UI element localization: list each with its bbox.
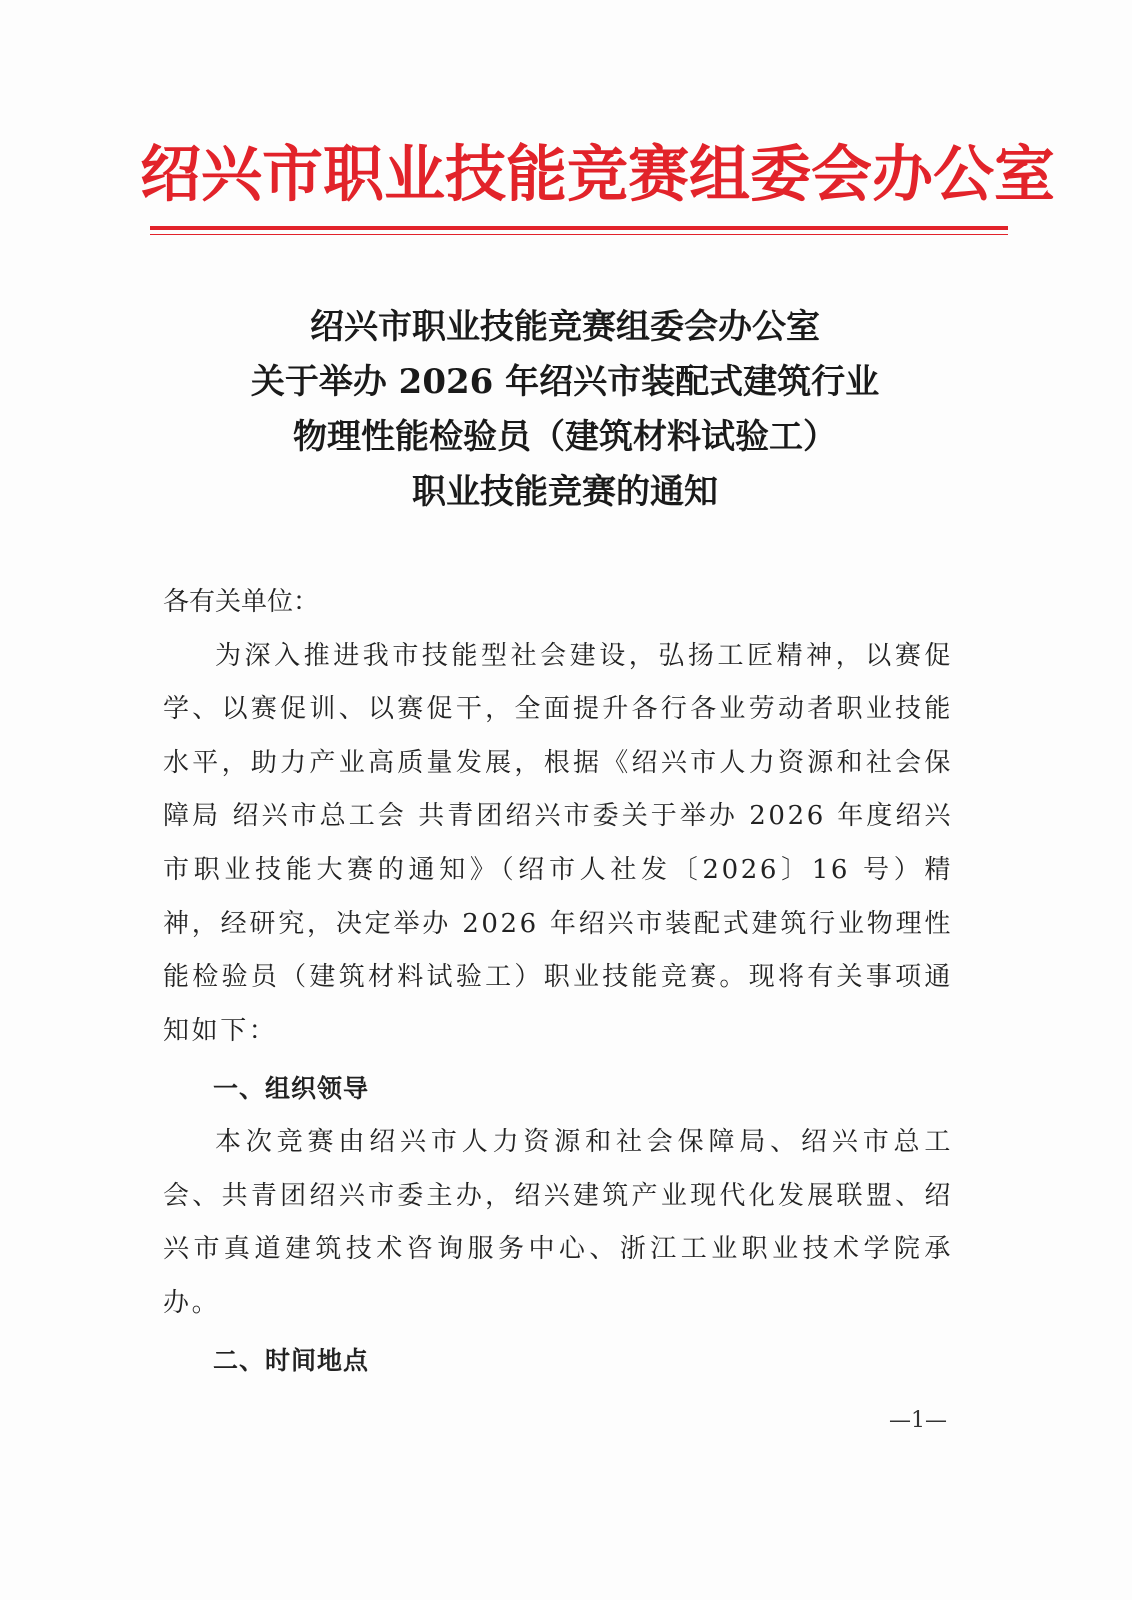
section-heading-organization: 一、组织领导: [213, 1074, 370, 1104]
issuer-masthead: 绍兴市职业技能竞赛组委会办公室: [140, 139, 1056, 210]
masthead-rule-thin: [150, 234, 1008, 235]
document-body: [163, 576, 953, 1388]
masthead-rule-thick: [150, 226, 1008, 230]
intro-paragraph: 为深入推进我市技能型社会建设，弘扬工匠精神，以赛促学、以赛促训、以赛促干，全面提升各行各业劳动者职业技能水平，助力产业高质量发展，根据《绍兴市人力资源和社会保障局 绍兴市总工会 共青团绍兴市委关于举办 2026 年度绍兴市职业技能大赛的通知》（绍市人社发〔2026〕16 号）精神，经研究，决定举办 2026 年绍兴市装配式建筑行业物理性能检验员（建筑材料试验工）职业技能竞赛。现将有关事项通知如下：: [163, 640, 953, 1046]
salutation: 各有关单位：: [163, 587, 320, 617]
title-line-3: 物理性能检验员（建筑材料试验工）: [293, 417, 837, 457]
page-number: —1—: [889, 1408, 947, 1433]
document-title: [150, 300, 980, 520]
section-paragraph-organization: 本次竞赛由绍兴市人力资源和社会保障局、绍兴市总工会、共青团绍兴市委主办，绍兴建筑产业现代化发展联盟、绍兴市真道建筑技术咨询服务中心、浙江工业职业技术学院承办。: [163, 1126, 953, 1318]
title-line-2: 关于举办 2026 年绍兴市装配式建筑行业: [250, 362, 880, 402]
section-heading-time-location: 二、时间地点: [213, 1346, 370, 1376]
title-line-1: 绍兴市职业技能竞赛组委会办公室: [310, 307, 820, 347]
title-line-4: 职业技能竞赛的通知: [412, 472, 718, 512]
